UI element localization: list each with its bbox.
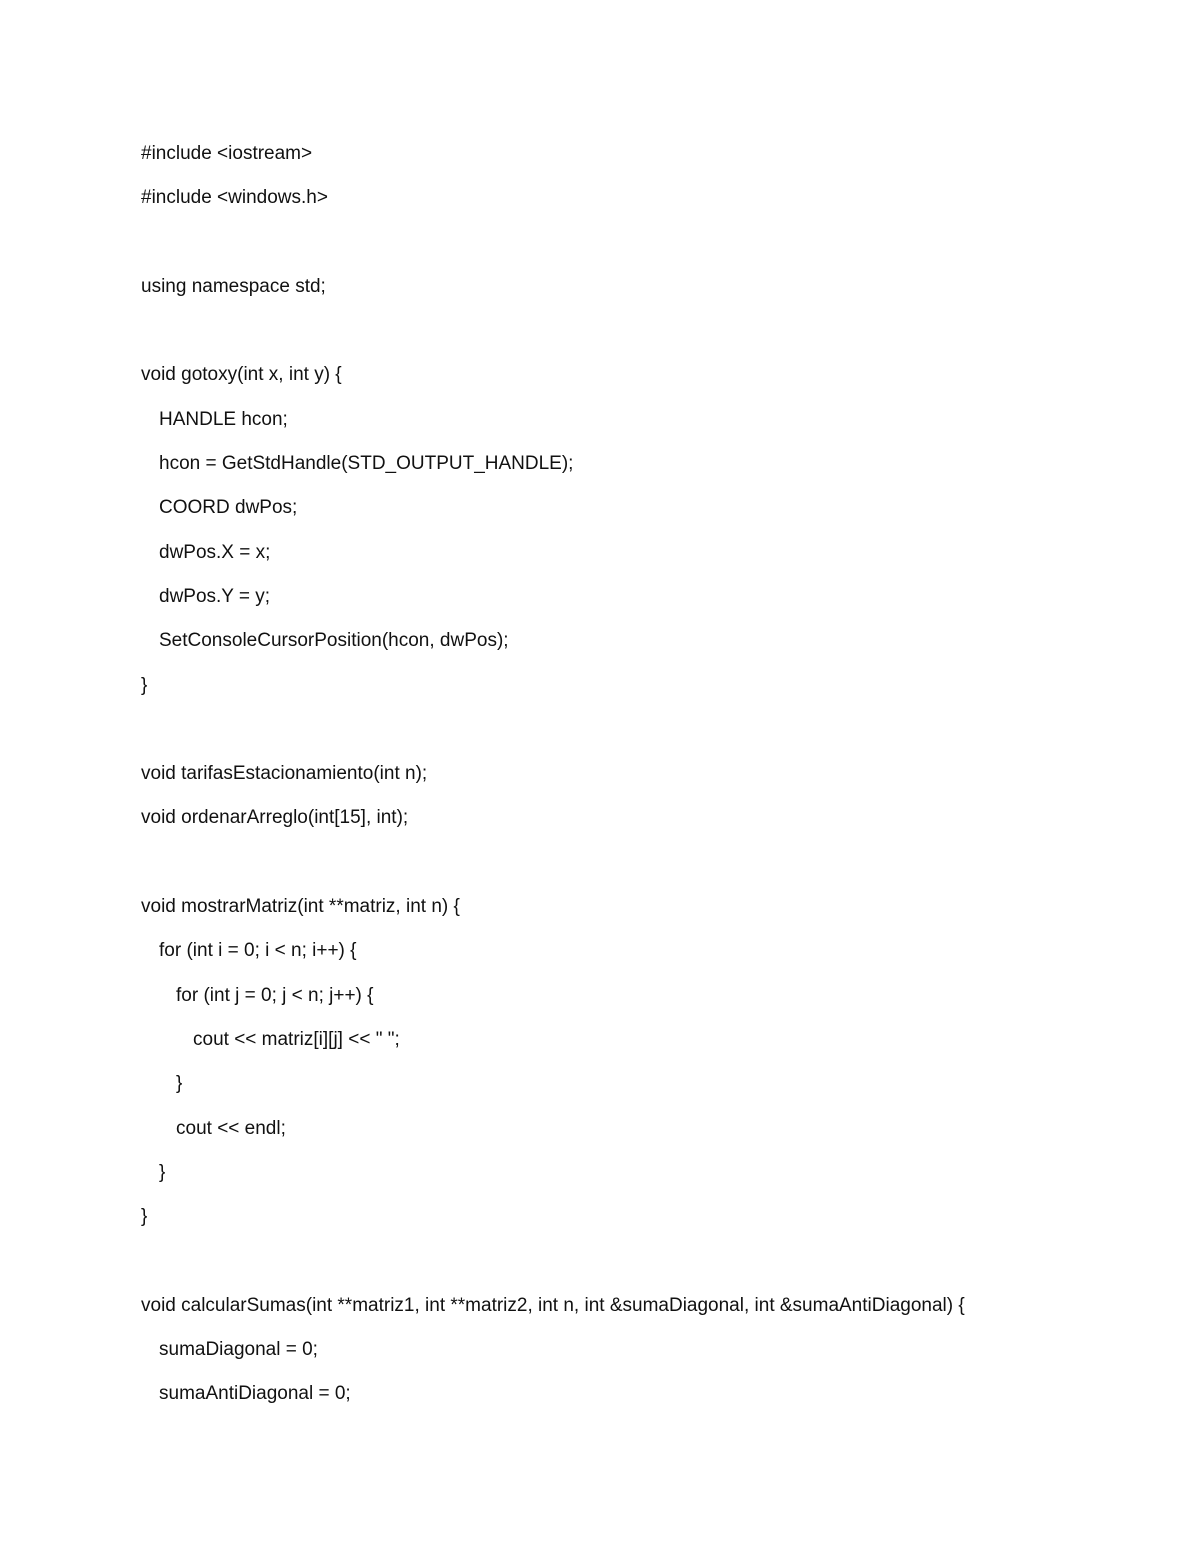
code-line: sumaAntiDiagonal = 0; [159,1383,351,1405]
code-line: } [141,1206,148,1228]
code-line: void mostrarMatriz(int **matriz, int n) { [141,896,460,918]
blank-line [141,849,1141,893]
code-line: void ordenarArreglo(int[15], int); [141,807,409,829]
code-line: for (int i = 0; i < n; i++) { [159,940,357,962]
code-line: sumaDiagonal = 0; [159,1339,318,1361]
blank-line [141,317,1141,361]
code-line: void calcularSumas(int **matriz1, int **matriz2, int n, int &sumaDiagonal, int &sumaAntiDiagonal) { [141,1294,965,1316]
code-line: COORD dwPos; [159,497,298,519]
code-line: dwPos.X = x; [159,541,271,563]
code-line: } [141,674,148,696]
blank-line [141,1247,1141,1291]
code-line: cout << matriz[i][j] << " "; [193,1028,400,1050]
code-line: SetConsoleCursorPosition(hcon, dwPos); [159,630,509,652]
code-line: void gotoxy(int x, int y) { [141,364,342,386]
blank-line [141,229,1141,273]
code-line: for (int j = 0; j < n; j++) { [176,984,374,1006]
code-line: } [159,1161,166,1183]
code-line: #include <windows.h> [141,187,328,209]
code-line: cout << endl; [176,1117,286,1139]
code-block [141,140,1141,1425]
blank-line [141,716,1141,760]
code-line: #include <iostream> [141,143,313,164]
code-line: HANDLE hcon; [159,408,288,430]
code-line: hcon = GetStdHandle(STD_OUTPUT_HANDLE); [159,453,574,475]
code-line: dwPos.Y = y; [159,585,271,607]
code-line: using namespace std; [141,275,326,297]
code-line: void tarifasEstacionamiento(int n); [141,763,428,785]
code-line: } [176,1073,183,1095]
